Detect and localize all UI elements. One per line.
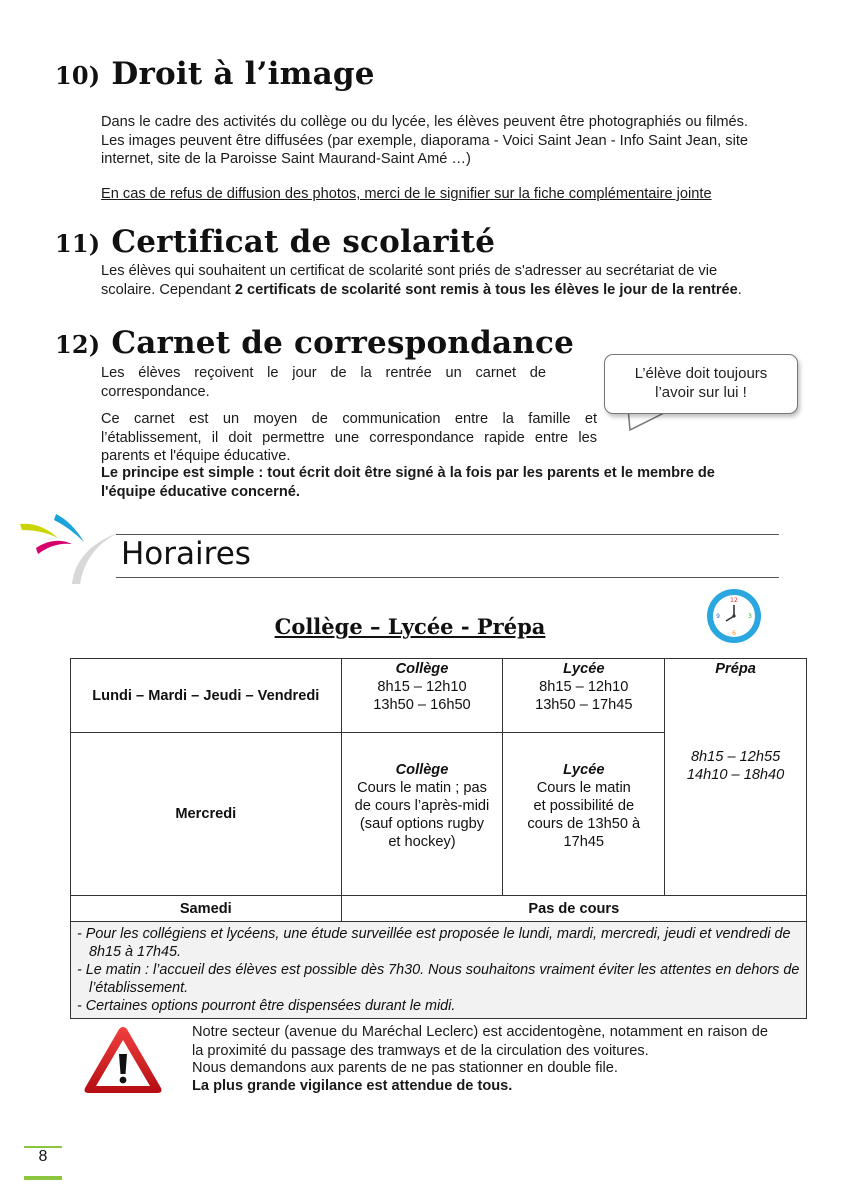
saturday-cell: Samedi	[71, 896, 342, 922]
bubble-line-1: L’élève doit toujours	[634, 365, 768, 382]
schedule-subtitle: Collège – Lycée - Prépa	[274, 614, 546, 639]
section-12-paragraph-1: Les élèves reçoivent le jour de la rentrée un carnet de correspondance.	[101, 365, 546, 400]
college-wed-3: (sauf options rugby	[359, 816, 485, 832]
note-item: - Certaines options pourront être dispensées durant le midi.	[77, 998, 456, 1014]
lycee-wednesday-cell	[503, 733, 665, 896]
college-hours-1: 8h15 – 12h10	[377, 679, 467, 695]
table-row	[71, 659, 807, 733]
section-title: Certificat de scolarité	[111, 224, 496, 260]
college-head: Collège	[395, 762, 449, 778]
wednesday-cell: Mercredi	[71, 733, 342, 896]
college-hours-2: 13h50 – 16h50	[373, 697, 471, 713]
section-11-heading	[55, 224, 495, 260]
section-number: 12)	[55, 330, 101, 359]
prepa-cell	[665, 659, 807, 896]
lycee-hours-1: 8h15 – 12h10	[539, 679, 629, 695]
college-wednesday-cell	[341, 733, 503, 896]
section-12-paragraph-2: Ce carnet est un moyen de communication entre la famille et l’établissement, il doit permettre une correspondance rapide entre les parents et l'équipe éducative.	[101, 411, 597, 464]
lycee-wed-4: 17h45	[563, 834, 605, 850]
lycee-head: Lycée	[563, 762, 605, 778]
lycee-wed-3: cours de 13h50 à	[527, 816, 641, 832]
svg-text:3: 3	[748, 613, 752, 620]
photo-refusal-notice: En cas de refus de diffusion des photos, merci de le signifier sur la fiche complémentaire jointe	[101, 186, 712, 202]
lycee-wed-2: et possibilité de	[533, 798, 635, 814]
college-wed-2: de cours l’après-midi	[354, 798, 490, 814]
speech-bubble	[604, 354, 798, 414]
section-10-paragraph: Dans le cadre des activités du collège ou du lycée, les élèves peuvent être photographiés ou filmés. Les images peuvent être diffusées (par exemple, diaporama - Voici Saint Jean - Info Saint Jean, site internet, site de la Paroisse Saint Maurand-Saint Amé …)	[101, 114, 748, 167]
lycee-wed-1: Cours le matin	[536, 780, 631, 796]
page-number-bottom-bar	[24, 1176, 62, 1180]
warning-text-3: La plus grande vigilance est attendue de tous.	[192, 1078, 513, 1094]
prepa-hours-2: 14h10 – 18h40	[686, 767, 785, 783]
college-wed-4: et hockey)	[388, 834, 456, 850]
college-weekday-cell	[341, 659, 503, 733]
warning-icon	[82, 1024, 164, 1096]
note-item: - Le matin : l’accueil des élèves est possible dès 7h30. Nous souhaitons vraiment éviter les attentes en dehors de l’établissement.	[77, 962, 800, 996]
horaires-top-rule	[116, 534, 779, 535]
prepa-hours-1: 8h15 – 12h55	[690, 749, 781, 765]
swoosh-logo-icon	[14, 508, 122, 586]
prepa-head: Prépa	[715, 661, 756, 677]
section-12-principle: Le principe est simple : tout écrit doit être signé à la fois par les parents et le membre de l'équipe éducative concerné.	[101, 465, 715, 500]
lycee-head: Lycée	[563, 661, 605, 677]
svg-text:9: 9	[716, 613, 720, 620]
svg-text:12: 12	[730, 597, 738, 604]
warning-text-2: Nous demandons aux parents de ne pas stationner en double file.	[192, 1060, 618, 1076]
notes-cell	[71, 922, 807, 1019]
bubble-line-2: l’avoir sur lui !	[655, 384, 747, 401]
note-item: - Pour les collégiens et lycéens, une étude surveillée est proposée le lundi, mardi, mercredi, jeudi et vendredi de 8h15 à 17h45.	[77, 926, 791, 960]
section-12-heading	[55, 325, 574, 361]
svg-text:6: 6	[732, 630, 736, 637]
para-end: .	[737, 281, 742, 298]
para-text: Les élèves qui souhaitent un certificat de scolarité sont priés de s'adresser au secrétariat de vie scolaire. Cependant	[101, 263, 718, 298]
college-head: Collège	[395, 661, 449, 677]
college-wed-1: Cours le matin ; pas	[357, 780, 487, 796]
section-title: Droit à l’image	[111, 56, 375, 92]
lycee-hours-2: 13h50 – 17h45	[535, 697, 633, 713]
section-number: 11)	[55, 229, 101, 258]
section-11-paragraph	[101, 262, 751, 299]
page-number: 8	[38, 1148, 48, 1165]
section-number: 10)	[55, 61, 101, 90]
saturday-value-cell: Pas de cours	[341, 896, 806, 922]
schedule-table	[70, 658, 807, 1019]
table-row	[71, 896, 807, 922]
section-title: Carnet de correspondance	[111, 325, 574, 361]
section-10-heading	[55, 56, 375, 92]
table-row	[71, 922, 807, 1019]
para-bold-text: 2 certificats de scolarité sont remis à tous les élèves le jour de la rentrée	[234, 281, 738, 298]
horaires-title: Horaires	[121, 536, 251, 572]
days-cell: Lundi – Mardi – Jeudi – Vendredi	[71, 659, 342, 733]
lycee-weekday-cell	[503, 659, 665, 733]
warning-text-1: Notre secteur (avenue du Maréchal Leclerc) est accidentogène, notamment en raison de la proximité du passage des tramways et de la circulation des voitures.	[192, 1024, 768, 1059]
horaires-bottom-rule	[116, 577, 779, 578]
